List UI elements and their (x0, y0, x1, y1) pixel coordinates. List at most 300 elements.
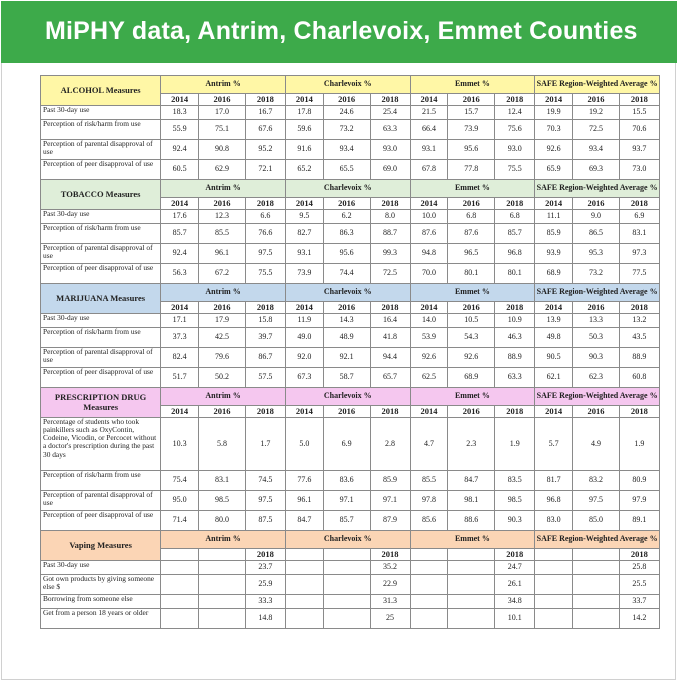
value-cell: 67.2 (199, 264, 246, 284)
value-cell: 97.1 (323, 491, 370, 511)
value-cell: 90.3 (573, 348, 620, 368)
value-cell: 15.7 (448, 106, 495, 120)
measure-label: Perception of peer disapproval of use (41, 160, 161, 180)
table-row (41, 575, 660, 595)
year-header (410, 549, 448, 561)
value-cell: 16.4 (370, 314, 410, 328)
table-row (41, 314, 660, 328)
value-cell: 90.8 (199, 140, 246, 160)
measure-label: Past 30-day use (41, 106, 161, 120)
section-header-row (41, 76, 660, 94)
value-cell: 98.1 (448, 491, 495, 511)
group-header: Charlevoix % (285, 76, 410, 94)
value-cell: 92.6 (448, 348, 495, 368)
year-header: 2016 (448, 302, 495, 314)
value-cell: 70.0 (410, 264, 448, 284)
section-header-row (41, 388, 660, 406)
value-cell: 25.8 (619, 561, 659, 575)
value-cell: 50.2 (199, 368, 246, 388)
value-cell (323, 595, 370, 609)
value-cell: 25 (370, 609, 410, 629)
value-cell: 69.0 (370, 160, 410, 180)
value-cell: 16.7 (245, 106, 285, 120)
value-cell: 59.6 (285, 120, 323, 140)
value-cell: 57.5 (245, 368, 285, 388)
value-cell: 49.8 (535, 328, 573, 348)
value-cell: 97.8 (410, 491, 448, 511)
section-title: MARIJUANA Measures (41, 284, 161, 314)
value-cell: 87.9 (370, 511, 410, 531)
value-cell: 15.5 (619, 106, 659, 120)
value-cell (448, 561, 495, 575)
measure-label: Perception of risk/harm from use (41, 224, 161, 244)
value-cell: 97.5 (245, 244, 285, 264)
value-cell: 95.0 (161, 491, 199, 511)
value-cell: 93.1 (285, 244, 323, 264)
value-cell: 66.4 (410, 120, 448, 140)
value-cell: 19.9 (535, 106, 573, 120)
value-cell: 13.9 (535, 314, 573, 328)
value-cell: 5.8 (199, 418, 246, 471)
year-header (535, 549, 573, 561)
value-cell: 85.6 (410, 511, 448, 531)
year-header: 2014 (535, 406, 573, 418)
value-cell (323, 575, 370, 595)
value-cell: 82.7 (285, 224, 323, 244)
value-cell: 91.6 (285, 140, 323, 160)
year-header: 2018 (245, 549, 285, 561)
group-header: SAFE Region-Weighted Average % (535, 388, 660, 406)
year-header: 2016 (573, 406, 620, 418)
value-cell: 65.2 (285, 160, 323, 180)
value-cell: 92.1 (323, 348, 370, 368)
value-cell: 26.1 (495, 575, 535, 595)
group-header: Charlevoix % (285, 388, 410, 406)
value-cell: 13.3 (573, 314, 620, 328)
table-body (41, 76, 660, 629)
value-cell: 84.7 (448, 471, 495, 491)
value-cell (573, 609, 620, 629)
value-cell: 72.5 (573, 120, 620, 140)
year-header: 2014 (161, 406, 199, 418)
value-cell: 62.1 (535, 368, 573, 388)
year-header: 2018 (495, 549, 535, 561)
value-cell: 17.6 (161, 210, 199, 224)
year-header: 2018 (245, 198, 285, 210)
value-cell: 96.8 (495, 244, 535, 264)
value-cell: 25.9 (245, 575, 285, 595)
value-cell: 55.9 (161, 120, 199, 140)
value-cell: 85.9 (535, 224, 573, 244)
value-cell: 96.5 (448, 244, 495, 264)
value-cell: 97.5 (245, 491, 285, 511)
year-header: 2018 (370, 94, 410, 106)
value-cell: 39.7 (245, 328, 285, 348)
value-cell (535, 575, 573, 595)
value-cell: 10.0 (410, 210, 448, 224)
value-cell: 63.3 (370, 120, 410, 140)
value-cell: 92.0 (285, 348, 323, 368)
value-cell: 70.6 (619, 120, 659, 140)
group-header: SAFE Region-Weighted Average % (535, 531, 660, 549)
measure-label: Perception of peer disapproval of use (41, 511, 161, 531)
measure-label: Perception of risk/harm from use (41, 328, 161, 348)
group-header: Charlevoix % (285, 531, 410, 549)
value-cell: 53.9 (410, 328, 448, 348)
value-cell: 88.6 (448, 511, 495, 531)
value-cell: 85.7 (495, 224, 535, 244)
value-cell: 72.5 (370, 264, 410, 284)
value-cell: 93.9 (535, 244, 573, 264)
group-header: Antrim % (161, 531, 286, 549)
value-cell: 67.6 (245, 120, 285, 140)
year-header: 2016 (199, 302, 246, 314)
year-header: 2018 (495, 406, 535, 418)
year-header: 2016 (323, 94, 370, 106)
year-header: 2016 (199, 198, 246, 210)
value-cell: 74.4 (323, 264, 370, 284)
table-row (41, 595, 660, 609)
section-title: TOBACCO Measures (41, 180, 161, 210)
year-header (161, 549, 199, 561)
value-cell: 87.6 (448, 224, 495, 244)
value-cell: 96.1 (285, 491, 323, 511)
value-cell: 65.9 (535, 160, 573, 180)
year-header (199, 549, 246, 561)
table-row (41, 418, 660, 471)
value-cell: 17.9 (199, 314, 246, 328)
year-header: 2018 (619, 302, 659, 314)
group-header: Antrim % (161, 76, 286, 94)
value-cell: 80.0 (199, 511, 246, 531)
value-cell (410, 561, 448, 575)
group-header: Emmet % (410, 531, 535, 549)
value-cell (199, 575, 246, 595)
group-header: SAFE Region-Weighted Average % (535, 284, 660, 302)
measure-label: Perception of parental disapproval of use (41, 140, 161, 160)
value-cell: 83.6 (323, 471, 370, 491)
value-cell: 41.8 (370, 328, 410, 348)
value-cell: 88.7 (370, 224, 410, 244)
year-header: 2018 (619, 406, 659, 418)
group-header: Antrim % (161, 180, 286, 198)
year-header: 2018 (370, 302, 410, 314)
value-cell: 77.8 (448, 160, 495, 180)
value-cell: 1.9 (495, 418, 535, 471)
value-cell: 94.8 (410, 244, 448, 264)
value-cell (448, 575, 495, 595)
value-cell: 86.3 (323, 224, 370, 244)
value-cell: 71.4 (161, 511, 199, 531)
year-header: 2018 (370, 198, 410, 210)
year-header (448, 549, 495, 561)
group-header: Emmet % (410, 180, 535, 198)
year-header: 2016 (573, 94, 620, 106)
value-cell: 2.3 (448, 418, 495, 471)
value-cell: 81.7 (535, 471, 573, 491)
value-cell (535, 561, 573, 575)
value-cell: 9.5 (285, 210, 323, 224)
year-header: 2014 (161, 198, 199, 210)
value-cell: 85.0 (573, 511, 620, 531)
value-cell (161, 595, 199, 609)
year-header (285, 549, 323, 561)
table-row (41, 264, 660, 284)
value-cell (285, 575, 323, 595)
value-cell: 86.5 (573, 224, 620, 244)
value-cell: 6.9 (619, 210, 659, 224)
value-cell: 56.3 (161, 264, 199, 284)
value-cell: 95.2 (245, 140, 285, 160)
year-header: 2018 (370, 549, 410, 561)
value-cell: 95.6 (448, 140, 495, 160)
value-cell: 10.1 (495, 609, 535, 629)
table-row (41, 491, 660, 511)
year-header: 2014 (285, 302, 323, 314)
year-header: 2018 (370, 406, 410, 418)
value-cell: 80.1 (448, 264, 495, 284)
value-cell: 14.3 (323, 314, 370, 328)
group-header: Emmet % (410, 76, 535, 94)
year-header: 2016 (448, 406, 495, 418)
table-row (41, 368, 660, 388)
value-cell: 4.9 (573, 418, 620, 471)
year-header: 2018 (619, 549, 659, 561)
year-header: 2014 (535, 94, 573, 106)
value-cell: 4.7 (410, 418, 448, 471)
value-cell: 73.2 (573, 264, 620, 284)
value-cell: 92.6 (410, 348, 448, 368)
measure-label: Past 30-day use (41, 314, 161, 328)
value-cell: 25.5 (619, 575, 659, 595)
year-header: 2014 (410, 94, 448, 106)
value-cell: 33.7 (619, 595, 659, 609)
value-cell: 17.1 (161, 314, 199, 328)
value-cell: 90.3 (495, 511, 535, 531)
value-cell: 49.0 (285, 328, 323, 348)
value-cell: 73.0 (619, 160, 659, 180)
page-title: MiPHY data, Antrim, Charlevoix, Emmet Counties (1, 1, 677, 63)
value-cell: 10.5 (448, 314, 495, 328)
value-cell: 19.2 (573, 106, 620, 120)
value-cell: 6.8 (448, 210, 495, 224)
year-header: 2018 (619, 94, 659, 106)
measure-label: Perception of peer disapproval of use (41, 264, 161, 284)
value-cell: 22.9 (370, 575, 410, 595)
value-cell: 37.3 (161, 328, 199, 348)
value-cell: 62.3 (573, 368, 620, 388)
table-row (41, 160, 660, 180)
value-cell: 92.4 (161, 140, 199, 160)
value-cell (285, 595, 323, 609)
value-cell: 6.6 (245, 210, 285, 224)
value-cell: 73.9 (448, 120, 495, 140)
year-header: 2016 (573, 302, 620, 314)
value-cell: 5.0 (285, 418, 323, 471)
value-cell: 90.5 (535, 348, 573, 368)
year-header: 2014 (535, 198, 573, 210)
value-cell: 73.9 (285, 264, 323, 284)
year-header: 2016 (199, 406, 246, 418)
value-cell: 6.8 (495, 210, 535, 224)
value-cell: 85.7 (323, 511, 370, 531)
table-row (41, 210, 660, 224)
year-header: 2016 (323, 302, 370, 314)
value-cell: 14.8 (245, 609, 285, 629)
group-header: Emmet % (410, 388, 535, 406)
measure-label: Perception of parental disapproval of use (41, 348, 161, 368)
year-header: 2014 (410, 406, 448, 418)
table-row (41, 471, 660, 491)
value-cell: 6.9 (323, 418, 370, 471)
value-cell: 13.2 (619, 314, 659, 328)
value-cell: 68.9 (535, 264, 573, 284)
value-cell: 83.1 (199, 471, 246, 491)
value-cell: 98.5 (199, 491, 246, 511)
value-cell (573, 561, 620, 575)
value-cell: 98.5 (495, 491, 535, 511)
value-cell: 93.4 (323, 140, 370, 160)
year-header: 2018 (245, 406, 285, 418)
value-cell (323, 561, 370, 575)
value-cell: 10.9 (495, 314, 535, 328)
value-cell: 72.1 (245, 160, 285, 180)
value-cell: 18.3 (161, 106, 199, 120)
year-header: 2018 (619, 198, 659, 210)
value-cell: 12.4 (495, 106, 535, 120)
value-cell: 85.9 (370, 471, 410, 491)
measure-label: Get from a person 18 years or older (41, 609, 161, 629)
value-cell: 14.2 (619, 609, 659, 629)
value-cell: 51.7 (161, 368, 199, 388)
year-header: 2018 (495, 302, 535, 314)
value-cell: 87.6 (410, 224, 448, 244)
value-cell: 54.3 (448, 328, 495, 348)
value-cell: 24.6 (323, 106, 370, 120)
value-cell: 69.3 (573, 160, 620, 180)
value-cell: 24.7 (495, 561, 535, 575)
year-header: 2016 (323, 198, 370, 210)
value-cell (199, 561, 246, 575)
value-cell: 85.5 (410, 471, 448, 491)
value-cell: 25.4 (370, 106, 410, 120)
value-cell: 46.3 (495, 328, 535, 348)
value-cell (535, 609, 573, 629)
value-cell: 67.8 (410, 160, 448, 180)
value-cell: 43.5 (619, 328, 659, 348)
section-title: PRESCRIPTION DRUG Measures (41, 388, 161, 418)
value-cell: 80.1 (495, 264, 535, 284)
value-cell (161, 575, 199, 595)
value-cell (285, 561, 323, 575)
value-cell: 31.3 (370, 595, 410, 609)
value-cell: 65.7 (370, 368, 410, 388)
value-cell: 35.2 (370, 561, 410, 575)
measure-label: Borrowing from someone else (41, 595, 161, 609)
value-cell: 93.0 (370, 140, 410, 160)
value-cell: 17.8 (285, 106, 323, 120)
value-cell (448, 595, 495, 609)
value-cell: 33.3 (245, 595, 285, 609)
group-header: SAFE Region-Weighted Average % (535, 76, 660, 94)
year-header: 2014 (410, 302, 448, 314)
value-cell: 1.7 (245, 418, 285, 471)
year-header: 2014 (410, 198, 448, 210)
table-row (41, 140, 660, 160)
table-row (41, 106, 660, 120)
value-cell: 10.3 (161, 418, 199, 471)
value-cell: 23.7 (245, 561, 285, 575)
value-cell: 97.9 (619, 491, 659, 511)
value-cell: 83.2 (573, 471, 620, 491)
year-header: 2016 (323, 406, 370, 418)
value-cell (199, 595, 246, 609)
value-cell: 86.7 (245, 348, 285, 368)
year-header: 2016 (573, 198, 620, 210)
value-cell: 75.4 (161, 471, 199, 491)
value-cell: 42.5 (199, 328, 246, 348)
measure-label: Past 30-day use (41, 210, 161, 224)
value-cell: 89.1 (619, 511, 659, 531)
group-header: Charlevoix % (285, 284, 410, 302)
measure-label: Got own products by giving someone else $ (41, 575, 161, 595)
year-header: 2016 (448, 198, 495, 210)
table-row (41, 328, 660, 348)
table-row (41, 511, 660, 531)
value-cell: 93.0 (495, 140, 535, 160)
value-cell: 75.6 (495, 120, 535, 140)
value-cell: 95.6 (323, 244, 370, 264)
value-cell: 88.9 (619, 348, 659, 368)
value-cell: 11.1 (535, 210, 573, 224)
group-header: Antrim % (161, 388, 286, 406)
value-cell: 73.2 (323, 120, 370, 140)
year-header: 2014 (161, 94, 199, 106)
value-cell: 77.6 (285, 471, 323, 491)
value-cell: 34.8 (495, 595, 535, 609)
section-title: Vaping Measures (41, 531, 161, 561)
value-cell: 68.9 (448, 368, 495, 388)
value-cell: 88.9 (495, 348, 535, 368)
year-header: 2018 (245, 302, 285, 314)
measure-label: Past 30-day use (41, 561, 161, 575)
value-cell: 11.9 (285, 314, 323, 328)
value-cell: 83.5 (495, 471, 535, 491)
section-header-row (41, 284, 660, 302)
value-cell: 93.1 (410, 140, 448, 160)
value-cell: 94.4 (370, 348, 410, 368)
year-header (573, 549, 620, 561)
value-cell (573, 595, 620, 609)
value-cell: 17.0 (199, 106, 246, 120)
value-cell (535, 595, 573, 609)
value-cell: 83.0 (535, 511, 573, 531)
value-cell: 96.8 (535, 491, 573, 511)
value-cell: 5.7 (535, 418, 573, 471)
value-cell: 96.1 (199, 244, 246, 264)
value-cell (161, 561, 199, 575)
value-cell: 92.4 (161, 244, 199, 264)
measure-label: Percentage of students who took painkillers such as OxyContin, Codeine, Vicodin, or Percocet without a doctor's prescription during the past 30 days (41, 418, 161, 471)
value-cell (285, 609, 323, 629)
table-row (41, 561, 660, 575)
value-cell: 50.3 (573, 328, 620, 348)
year-header: 2018 (495, 94, 535, 106)
measure-label: Perception of peer disapproval of use (41, 368, 161, 388)
group-header: Charlevoix % (285, 180, 410, 198)
value-cell: 14.0 (410, 314, 448, 328)
value-cell: 80.9 (619, 471, 659, 491)
